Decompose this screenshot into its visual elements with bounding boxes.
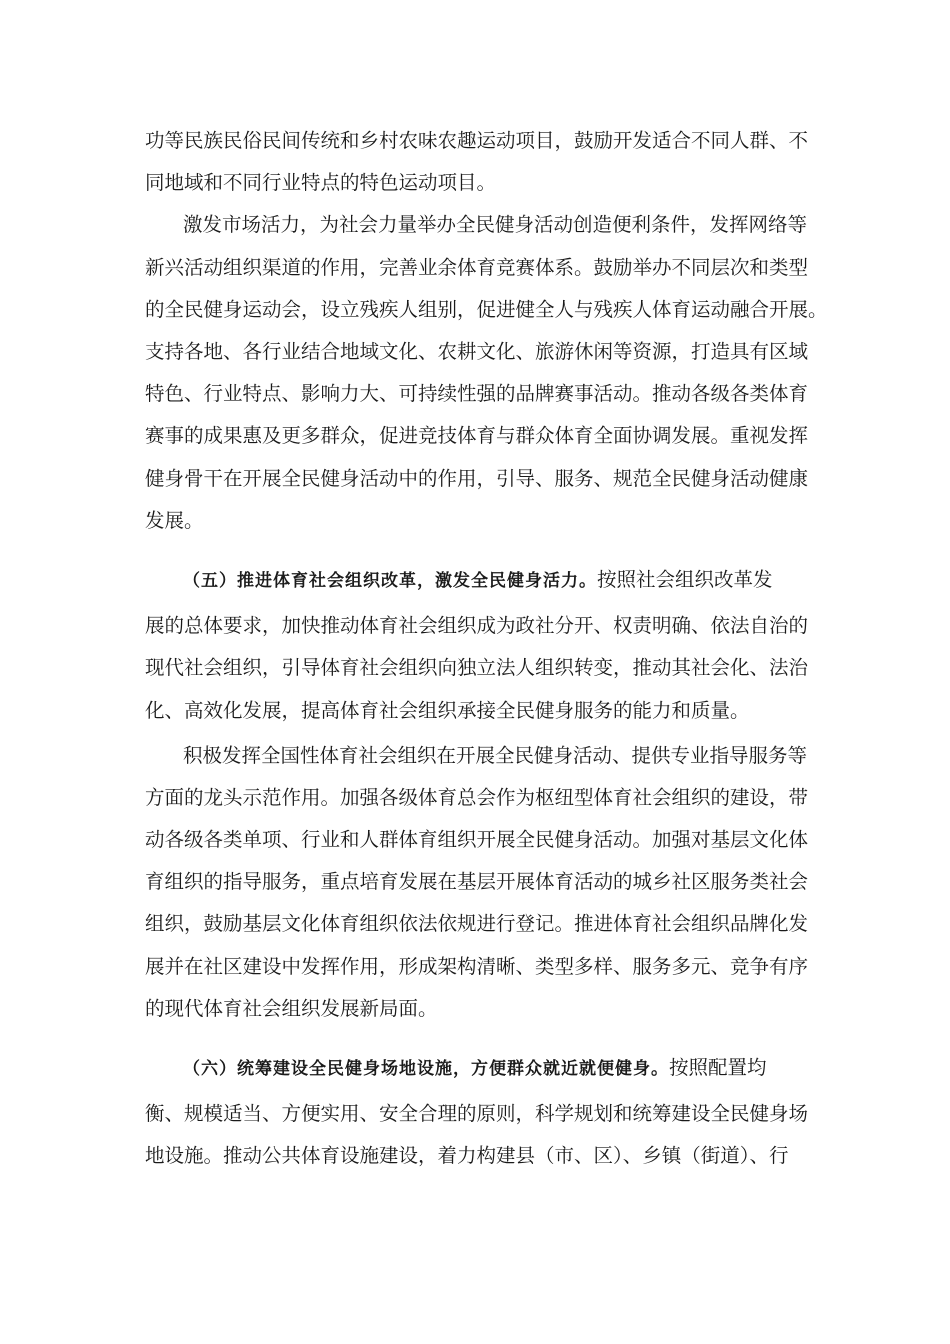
section-heading-five: （五）推进体育社会组织改革，激发全民健身活力。 bbox=[183, 571, 597, 591]
paragraph-line: 特色、行业特点、影响力大、可持续性强的品牌赛事活动。推动各级各类体育 bbox=[145, 382, 809, 405]
paragraph-line: 健身骨干在开展全民健身活动中的作用，引导、服务、规范全民健身活动健康 bbox=[145, 467, 809, 490]
paragraph-line: 化、高效化发展，提高体育社会组织承接全民健身服务的能力和质量。 bbox=[145, 699, 750, 722]
paragraph-text: 按照社会组织改革发 bbox=[597, 568, 773, 591]
paragraph-line: 衡、规模适当、方便实用、安全合理的原则，科学规划和统筹建设全民健身场 bbox=[145, 1102, 809, 1125]
paragraph-line: 功等民族民俗民间传统和乡村农味农趣运动项目，鼓励开发适合不同人群、不 bbox=[145, 129, 809, 152]
paragraph-line: 新兴活动组织渠道的作用，完善业余体育竞赛体系。鼓励举办不同层次和类型 bbox=[145, 256, 809, 279]
paragraph-line: 展并在社区建设中发挥作用，形成架构清晰、类型多样、服务多元、竞争有序 bbox=[145, 955, 809, 978]
paragraph-line: 积极发挥全国性体育社会组织在开展全民健身活动、提供专业指导服务等 bbox=[183, 744, 808, 767]
paragraph-line: 赛事的成果惠及更多群众，促进竞技体育与群众体育全面协调发展。重视发挥 bbox=[145, 424, 809, 447]
section-heading-line bbox=[183, 1054, 825, 1083]
paragraph-line: 组织，鼓励基层文化体育组织依法依规进行登记。推进体育社会组织品牌化发 bbox=[145, 912, 809, 935]
paragraph-line: 现代社会组织，引导体育社会组织向独立法人组织转变，推动其社会化、法治 bbox=[145, 656, 809, 679]
paragraph-line: 发展。 bbox=[145, 509, 204, 532]
paragraph-line: 方面的龙头示范作用。加强各级体育总会作为枢纽型体育社会组织的建设，带 bbox=[145, 786, 809, 809]
paragraph-line: 动各级各类单项、行业和人群体育组织开展全民健身活动。加强对基层文化体 bbox=[145, 828, 809, 851]
paragraph-text: 按照配置均 bbox=[669, 1056, 767, 1079]
paragraph-line: 的现代体育社会组织发展新局面。 bbox=[145, 997, 438, 1020]
paragraph-line: 地设施。推动公共体育设施建设，着力构建县（市、区）、乡镇（街道）、行 bbox=[145, 1144, 789, 1167]
paragraph-line: 的全民健身运动会，设立残疾人组别，促进健全人与残疾人体育运动融合开展。 bbox=[145, 298, 828, 321]
paragraph-line: 展的总体要求，加快推动体育社会组织成为政社分开、权责明确、依法自治的 bbox=[145, 614, 809, 637]
section-heading-line bbox=[183, 566, 825, 595]
paragraph-line: 支持各地、各行业结合地域文化、农耕文化、旅游休闲等资源，打造具有区域 bbox=[145, 340, 809, 363]
paragraph-line: 同地域和不同行业特点的特色运动项目。 bbox=[145, 171, 497, 194]
paragraph-line: 育组织的指导服务，重点培育发展在基层开展体育活动的城乡社区服务类社会 bbox=[145, 870, 809, 893]
paragraph-line: 激发市场活力，为社会力量举办全民健身活动创造便利条件，发挥网络等 bbox=[183, 213, 808, 236]
section-heading-six: （六）统筹建设全民健身场地设施，方便群众就近就便健身。 bbox=[183, 1059, 669, 1079]
